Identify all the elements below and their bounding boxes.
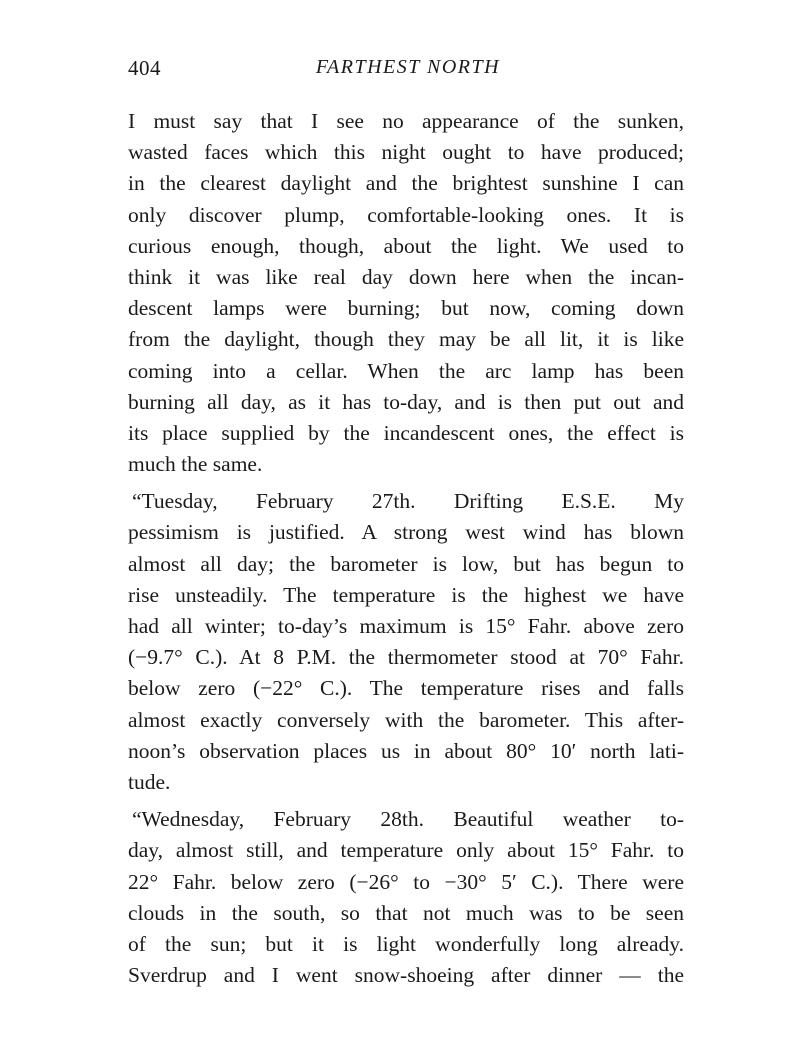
- text-line: (−9.7° C.). At 8 P.M. the thermometer stood at 70° Fahr.: [128, 645, 684, 670]
- text-line: burning all day, as it has to-day, and is then put out and: [128, 389, 684, 414]
- paragraph: [128, 486, 684, 798]
- text-line: tude.: [128, 769, 171, 794]
- text-line: almost exactly conversely with the barometer. This after-: [128, 707, 684, 732]
- text-line: think it was like real day down here when the incan-: [128, 264, 684, 289]
- text-line: had all winter; to-day’s maximum is 15° Fahr. above zero: [128, 614, 684, 638]
- page-number: 404: [128, 56, 161, 80]
- text-line: clouds in the south, so that not much was to be seen: [128, 900, 684, 925]
- text-line: only discover plump, comfortable-looking ones. It is: [128, 202, 684, 227]
- text-line: day, almost still, and temperature only about 15° Fahr. to: [128, 838, 684, 863]
- text-line: almost all day; the barometer is low, but has begun to: [128, 551, 684, 576]
- text-line: coming into a cellar. When the arc lamp has been: [128, 358, 684, 383]
- paragraph: [128, 804, 684, 991]
- text-line: “Tuesday, February 27th. Drifting E.S.E. My: [132, 489, 684, 514]
- text-line: Sverdrup and I went snow-shoeing after dinner — the: [128, 963, 684, 988]
- running-title: FARTHEST NORTH: [315, 56, 501, 78]
- text-line: pessimism is justified. A strong west wind has blown: [128, 520, 684, 545]
- body-text: [128, 106, 684, 991]
- text-line: from the daylight, though they may be all lit, it is like: [128, 327, 684, 352]
- page-header: [128, 56, 688, 86]
- paragraph: [128, 106, 684, 480]
- text-line: “Wednesday, February 28th. Beautiful weather to-: [132, 807, 684, 832]
- text-line: noon’s observation places us in about 80° 10′ north lati-: [128, 738, 684, 763]
- text-line: rise unsteadily. The temperature is the highest we have: [128, 582, 684, 607]
- text-line: curious enough, though, about the light. We used to: [128, 233, 684, 258]
- text-line: much the same.: [128, 452, 263, 477]
- text-line: 22° Fahr. below zero (−26° to −30° 5′ C.). There were: [128, 869, 684, 894]
- text-line: its place supplied by the incandescent ones, the effect is: [128, 420, 684, 445]
- text-line: wasted faces which this night ought to have produced;: [128, 140, 684, 165]
- text-line: I must say that I see no appearance of the sunken,: [128, 109, 684, 133]
- text-line: in the clearest daylight and the brightest sunshine I can: [128, 171, 684, 196]
- text-line: of the sun; but it is light wonderfully long already.: [128, 931, 684, 956]
- text-line: below zero (−22° C.). The temperature rises and falls: [128, 676, 684, 701]
- text-line: descent lamps were burning; but now, coming down: [128, 296, 684, 321]
